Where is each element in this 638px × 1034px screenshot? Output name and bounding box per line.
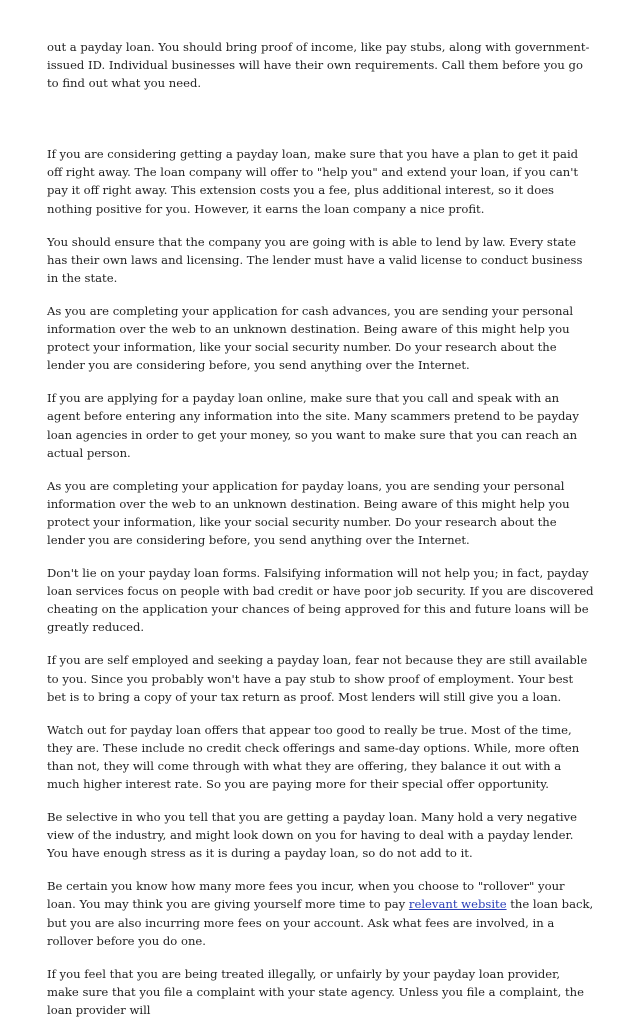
document-page [47,38,595,1034]
paragraph: If you feel that you are being treated illegally, or unfairly by your payday loan provider, make sure that you file a complaint with your state agency. Unless you file a complaint, the loan provider will [47,966,584,1017]
paragraph-text-after-link: the loan back, but you are also incurring more fees on your account. Ask what fees are involved, in a rollover before you do one. [47,897,594,948]
paragraph: You should ensure that the company you are going with is able to lend by law. Every state has their own laws and licensing. The lender must have a valid license to conduct business in the state. [47,234,583,285]
relevant-website-link[interactable]: relevant website [408,897,507,912]
paragraph: If you are considering getting a payday loan, make sure that you have a plan to get it paid off right away. The loan company will offer to "help you" and extend your loan, if you can't pay it off right away. This extension costs you a fee, plus additional interest, so it does nothing positive for you. However, it earns the loan company a nice profit. [47,147,579,216]
paragraph: Don't lie on your payday loan forms. Falsifying information will not help you; in fact, payday loan services focus on people with bad credit or have poor job security. If you are discovered cheating on the application your chances of being approved for this and future loans will be greatly reduced. [47,566,594,635]
paragraph: If you are applying for a payday loan online, make sure that you call and speak with an agent before entering any information into the site. Many scammers pretend to be payday loan agencies in order to get your money, so you want to make sure that you can reach an actual person. [47,391,579,460]
paragraph: As you are completing your application for payday loans, you are sending your personal information over the web to an unknown destination. Being aware of this might help you protect your information, like your social security number. Do your research about the lender you are considering before, you send anything over the Internet. [47,478,570,547]
paragraph: Watch out for payday loan offers that appear too good to really be true. Most of the time, they are. These include no credit check offerings and same-day options. While, more often than not, they will come through with what they are offering, they balance it out with a much higher interest rate. So you are paying more for their special offer opportunity. [47,722,580,791]
paragraph: out a payday loan. You should bring proof of income, like pay stubs, along with government-issued ID. Individual businesses will have their own requirements. Call them before you go to find out what you need. [47,40,590,91]
paragraph-text-before-link: Be certain you know how many more fees you incur, when you choose to "rollover" your loan. You may think you are giving yourself more time to pay [47,879,565,912]
paragraph-with-link [47,877,595,949]
paragraph: As you are completing your application for cash advances, you are sending your personal information over the web to an unknown destination. Being aware of this might help you protect your information, like your social security number. Do your research about the lender you are considering before, you send anything over the Internet. [47,303,574,373]
paragraph: Be selective in who you tell that you are getting a payday loan. Many hold a very negative view of the industry, and might look down on you for having to deal with a payday lender. You have enough stress as it is during a payday loan, so do not add to it. [47,810,578,861]
paragraph: If you are self employed and seeking a payday loan, fear not because they are still available to you. Since you probably won't have a pay stub to show proof of employment. Your best bet is to bring a copy of your tax return as proof. Most lenders will still give you a loan. [47,653,588,704]
